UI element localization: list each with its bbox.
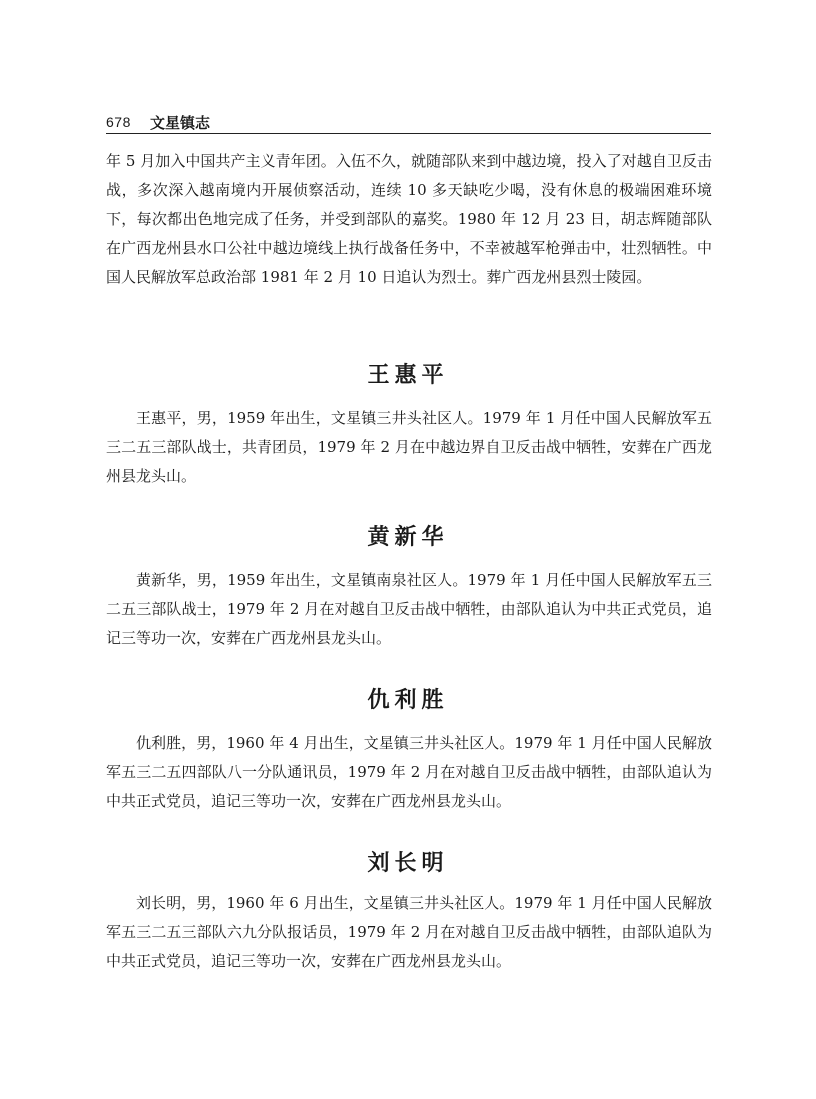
section-body-wang-huiping: 王惠平，男，1959 年出生，文星镇三井头社区人。1979 年 1 月任中国人民解放军五三二五三部队战士，共青团员，1979 年 2 月在中越边界自卫反击战中牺牲，安葬在广西龙州县龙头山。	[106, 409, 712, 485]
section-heading-huang-xinhua: 黄新华	[367, 525, 449, 550]
section-heading-wang-huiping: 王惠平	[367, 363, 449, 388]
section-heading-qiu-lisheng: 仇利胜	[367, 688, 449, 713]
section-body-huang-xinhua: 黄新华，男，1959 年出生，文星镇南泉社区人。1979 年 1 月任中国人民解放军五三二五三部队战士，1979 年 2 月在对越自卫反击战中牺牲，由部队追认为中共正式党员，追记三等功一次，安葬在广西龙州县龙头山。	[106, 571, 712, 647]
page-number: 678	[106, 114, 131, 130]
section-heading-liu-changming: 刘长明	[367, 851, 449, 876]
header-rule	[106, 133, 711, 134]
intro-paragraph: 年 5 月加入中国共产主义青年团。入伍不久，就随部队来到中越边境，投入了对越自卫反击战，多次深入越南境内开展侦察活动，连续 10 多天缺吃少喝，没有休息的极端困难环境下，每次都出色地完成了任务，并受到部队的嘉奖。1980 年 12 月 23 日，胡志辉随部队在广西龙州县水口公社中越边境线上执行战备任务中，不幸被越军枪弹击中，壮烈牺牲。中国人民解放军总政治部 1981 年 2 月 10 日追认为烈士。葬广西龙州县烈士陵园。	[106, 152, 712, 286]
section-body-qiu-lisheng: 仇利胜，男，1960 年 4 月出生，文星镇三井头社区人。1979 年 1 月任中国人民解放军五三二五四部队八一分队通讯员，1979 年 2 月在对越自卫反击战中牺牲，由部队追认为中共正式党员，追记三等功一次，安葬在广西龙州县龙头山。	[106, 734, 712, 810]
running-header	[106, 112, 711, 134]
book-title: 文星镇志	[150, 114, 211, 132]
section-body-liu-changming: 刘长明，男，1960 年 6 月出生，文星镇三井头社区人。1979 年 1 月任中国人民解放军五三二五三部队六九分队报话员，1979 年 2 月在对越自卫反击战中牺牲，由部队追队为中共正式党员，追记三等功一次，安葬在广西龙州县龙头山。	[106, 894, 712, 970]
